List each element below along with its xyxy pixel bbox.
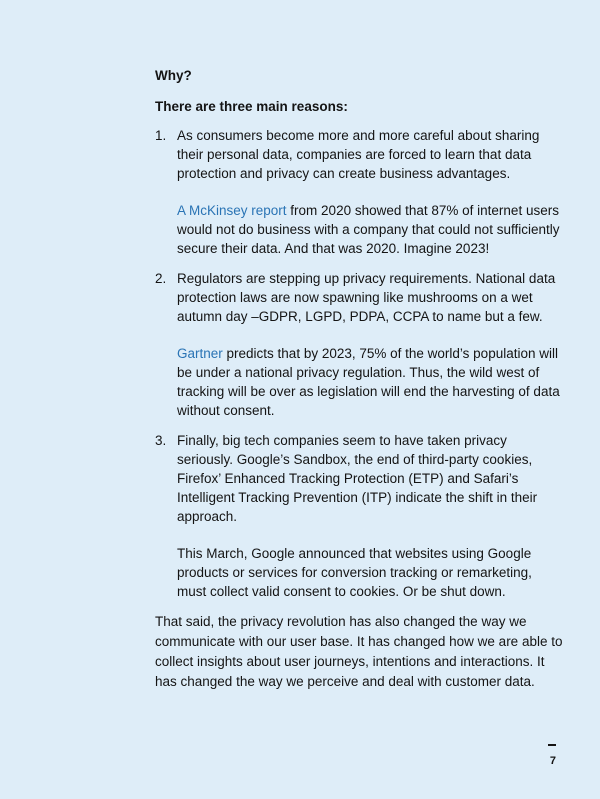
document-page [155,66,563,692]
gartner-link[interactable]: Gartner [177,346,223,361]
reason-text: As consumers become more and more careful about sharing their personal data, companies are forced to learn that data protection and privacy can create business advantages. [177,128,540,181]
reason-number: 2. [155,271,167,286]
page-number-value: 7 [549,754,556,767]
reason-number: 1. [155,128,167,143]
section-heading-why: Why? [155,68,192,83]
reason-text: Finally, big tech companies seem to have taken privacy seriously. Google’s Sandbox, the end of third-party cookies, Firefox’ Enhanced Tracking Protection (ETP) and Safari’s Intelligent Tracking Prevention (ITP) indicate the shift in their approach. [177,433,538,524]
reason-detail-text: from 2020 showed that 87% of internet users would not do business with a company that could not sufficiently secure their data. And that was 2020. Imagine 2023! [177,203,560,256]
reason-detail-text: predicts that by 2023, 75% of the world’s population will be under a national privacy regulation. Thus, the wild west of tracking will be over as legislation will end the harvesting of data without consent. [177,346,560,418]
reason-text: Regulators are stepping up privacy requirements. National data protection laws are now spawning like mushrooms on a wet autumn day –GDPR, LGPD, PDPA, CCPA to name but a few. [177,271,556,324]
reasons-list [155,126,563,601]
reason-detail [177,201,563,258]
reasons-intro-heading: There are three main reasons: [155,99,348,114]
mckinsey-report-link[interactable]: A McKinsey report [177,203,287,218]
page-number [540,744,556,769]
reason-detail: This March, Google announced that websites using Google products or services for conversion tracking or remarketing, must collect valid consent to cookies. Or be shut down. [177,546,532,599]
reason-number: 3. [155,433,167,448]
closing-paragraph: That said, the privacy revolution has also changed the way we communicate with our user base. It has changed how we are able to collect insights about user journeys, intentions and interactions. It has changed the way we perceive and deal with customer data. [155,614,563,689]
reason-item-2 [155,269,563,420]
page-number-rule [548,744,556,746]
reason-detail [177,344,563,420]
reason-item-1 [155,126,563,258]
reason-item-3 [155,431,563,601]
